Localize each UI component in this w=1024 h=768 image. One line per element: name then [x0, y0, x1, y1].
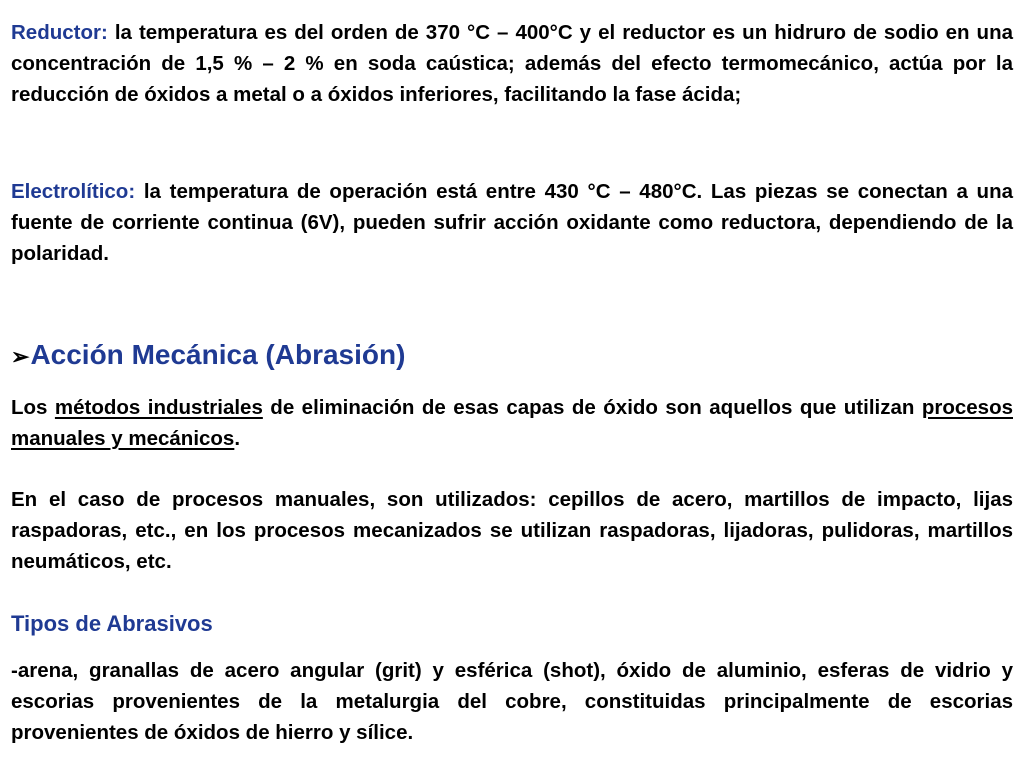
- metodos-text-1: Los: [11, 396, 55, 419]
- metodos-text-2: de eliminación de esas capas de óxido son aquellos que utilizan: [262, 396, 922, 419]
- metodos-underline-1: métodos industriales: [54, 396, 263, 419]
- arrow-bullet-icon: ➢: [11, 344, 30, 369]
- section-title: Acción Mecánica (Abrasión): [30, 339, 406, 370]
- electrolitico-paragraph: [11, 176, 1013, 269]
- metodos-underline-2: procesos manuales y mecánicos: [11, 396, 1013, 450]
- section-heading: [11, 337, 405, 375]
- reductor-text: la temperatura es del orden de 370 °C – 400°C y el reductor es un hidruro de sodio en una concentración de 1,5 % – 2 % en soda caústica; además del efecto termomecánico, actúa por la reducción de óxidos a metal o a óxidos inferiores, facilitando la fase ácida;: [11, 21, 1013, 106]
- procesos-paragraph: En el caso de procesos manuales, son utilizados: cepillos de acero, martillos de impacto, lijas raspadoras, etc., en los procesos mecanizados se utilizan raspadoras, lijadoras, pulidoras, martillos neumáticos, etc.: [11, 488, 1013, 573]
- tipos-paragraph: -arena, granallas de acero angular (grit) y esférica (shot), óxido de aluminio, esferas de vidrio y escorias provenientes de la metalurgia del cobre, constituidas principalmente de escorias provenientes de óxidos de hierro y sílice.: [11, 659, 1013, 744]
- reductor-paragraph: [11, 17, 1013, 110]
- tipos-heading: Tipos de Abrasivos: [11, 611, 213, 636]
- slide: [11, 0, 1013, 768]
- metodos-text-3: .: [234, 427, 241, 450]
- metodos-paragraph: [11, 392, 1013, 454]
- electrolitico-text: la temperatura de operación está entre 430 °C – 480°C. Las piezas se conectan a una fuente de corriente continua (6V), pueden sufrir acción oxidante como reductora, dependiendo de la polaridad.: [11, 180, 1013, 265]
- reductor-label: Reductor:: [11, 21, 108, 44]
- electrolitico-label: Electrolítico:: [11, 180, 136, 203]
